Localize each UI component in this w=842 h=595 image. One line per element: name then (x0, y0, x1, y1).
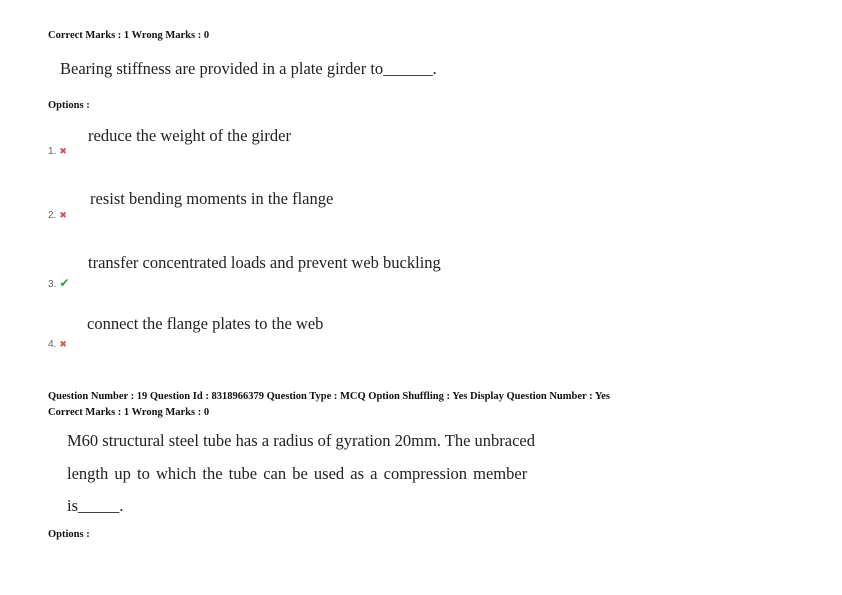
q1-option-2-number (48, 210, 67, 221)
option-number: 3. (48, 279, 57, 290)
q2-options-label: Options : (48, 529, 90, 540)
q1-option-4-text: connect the flange plates to the web (87, 314, 324, 333)
q1-marks-line: Correct Marks : 1 Wrong Marks : 0 (48, 30, 210, 41)
option-number: 1. (48, 146, 57, 157)
option-number: 4. (48, 339, 57, 350)
q2-question-line-1: M60 structural steel tube has a radius of gyration 20mm. The unbraced (67, 431, 535, 450)
cross-icon: ✖ (59, 210, 67, 220)
q2-marks-line: Correct Marks : 1 Wrong Marks : 0 (48, 407, 210, 418)
q1-option-3-number (48, 276, 69, 290)
option-number: 2. (48, 210, 57, 221)
q1-question-text: Bearing stiffness are provided in a plate girder to______. (60, 59, 437, 78)
q1-options-label: Options : (48, 100, 90, 111)
q1-option-2-text: resist bending moments in the flange (90, 189, 334, 208)
check-icon: ✔ (59, 276, 70, 290)
q1-option-1-text: reduce the weight of the girder (88, 126, 291, 145)
q2-info-line: Question Number : 19 Question Id : 8318966379 Question Type : MCQ Option Shuffling : Yes Display Question Number : Yes (48, 391, 611, 402)
q1-option-1-number (48, 146, 67, 157)
cross-icon: ✖ (59, 339, 67, 349)
q1-option-4-number (48, 339, 67, 350)
cross-icon: ✖ (59, 146, 67, 156)
q2-question-line-3: is_____. (67, 496, 124, 515)
q2-question-line-2: length up to which the tube can be used as a compression member (67, 464, 528, 483)
q1-option-3-text: transfer concentrated loads and prevent web buckling (88, 253, 441, 272)
